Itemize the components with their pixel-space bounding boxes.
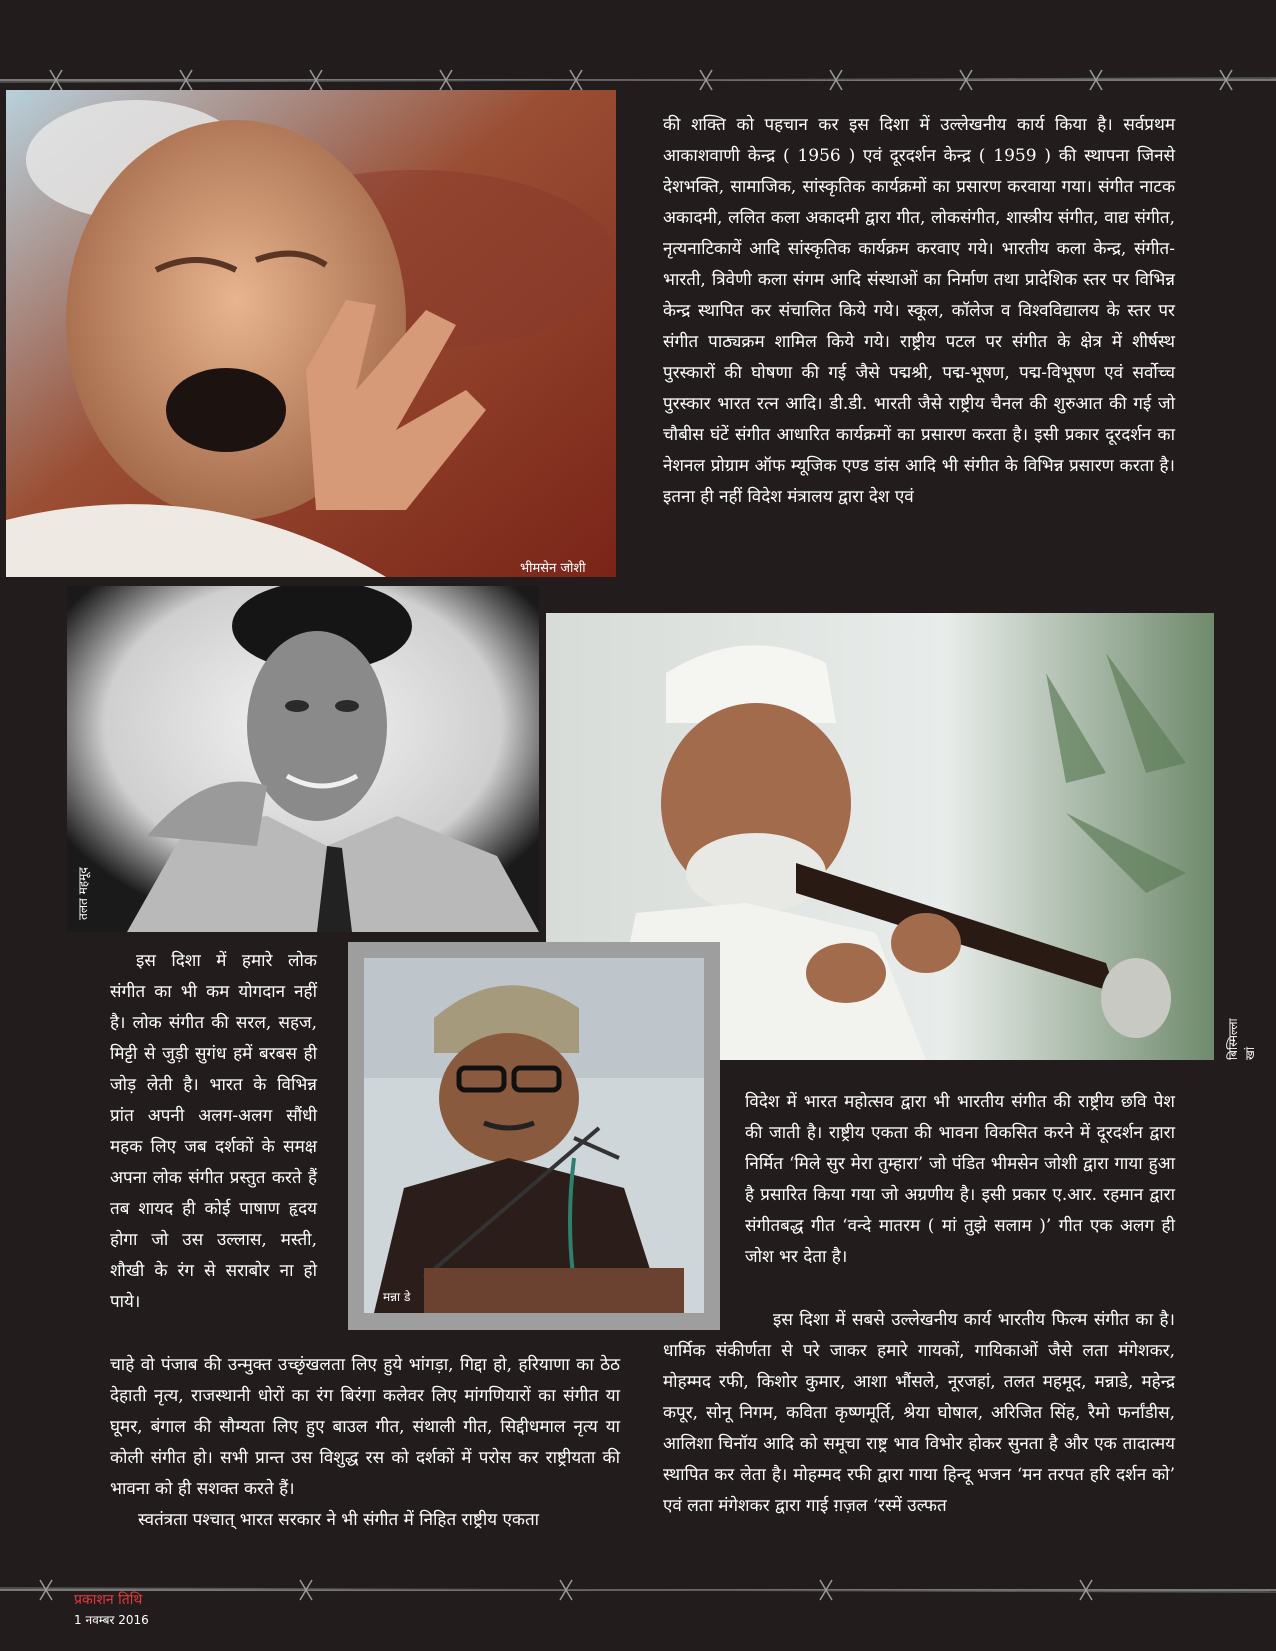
paragraph: विदेश में भारत महोत्सव द्वारा भी भारतीय संगीत की राष्ट्रीय छवि पेश की जाती है। राष्ट्रीय एकता की भावना विकसित करने में दूरदर्शन द्वारा निर्मित ‘मिले सुर मेरा तुम्हारा’ जो पंडित भीमसेन जोशी द्वारा गाया हुआ है प्रसारित किया गया जो अग्रणीय है। इसी प्रकार ए.आर. रहमान द्वारा संगीतबद्ध गीत ‘वन्दे मातरम ( मां तुझे सलाम )’ गीत एक अलग ही जोश भर देता है। bbox=[745, 1092, 1175, 1267]
footer-publication-label: प्रकाशन तिथि bbox=[74, 1592, 143, 1608]
caption-bismillah-khan: बिस्मिल्ला खां bbox=[1226, 1018, 1257, 1060]
footer-publication-date: 1 नवम्बर 2016 bbox=[74, 1613, 149, 1627]
photo-bhimsen-joshi bbox=[6, 90, 616, 577]
article-column-left-wide bbox=[110, 1350, 620, 1536]
article-column-right-bottom-2 bbox=[663, 1305, 1175, 1522]
article-column-right-top bbox=[663, 110, 1175, 513]
photo-manna-dey bbox=[364, 958, 704, 1313]
photo-talat-mahmood bbox=[67, 586, 539, 932]
paragraph: इस दिशा में सबसे उल्लेखनीय कार्य भारतीय फिल्म संगीत का है। धार्मिक संकीर्णता से परे जाकर हमारे गायकों, गायिकाओं जैसे लता मंगेशकर, मोहम्मद रफी, किशोर कुमार, आशा भौंसले, नूरजहां, तलत महमूद, मन्नाडे, महेन्द्र कपूर, सोनू निगम, कविता कृष्णमूर्ति, श्रेया घोषाल, अरिजित सिंह, रैमो फर्नांडीस, आलिशा चिनॉय आदि को समूचा राष्ट्र भाव विभोर होकर सुनता है और एक तादात्मय स्थापित कर लेता है। मोहम्मद रफी द्वारा गाया हिन्दू भजन ‘मन तरपत हरि दर्शन को’ एवं लता मंगेशकर द्वारा गाई ग़ज़ल ‘रस्में उल्फत bbox=[663, 1310, 1175, 1516]
caption-bhimsen-joshi: भीमसेन जोशी bbox=[520, 561, 586, 576]
caption-manna-dey: मन्ना डे bbox=[383, 1290, 411, 1304]
paragraph: की शक्ति को पहचान कर इस दिशा में उल्लेखनीय कार्य किया है। सर्वप्रथम आकाशवाणी केन्द्र ( 1956 ) एवं दूरदर्शन केन्द्र ( 1959 ) की स्थापना जिनसे देशभक्ति, सामाजिक, सांस्कृतिक कार्यक्रमों का प्रसारण करवाया गया। संगीत नाटक अकादमी, ललित कला अकादमी द्वारा गीत, लोकसंगीत, शास्त्रीय संगीत, वाद्य संगीत, नृत्यनाटिकायें आदि सांस्कृतिक कार्यक्रम करवाए गये। भारतीय कला केन्द्र, संगीत-भारती, त्रिवेणी कला संगम आदि संस्थाओं का निर्माण तथा प्रादेशिक स्तर पर विभिन्न केन्द्र स्थापित कर संचालित किये गये। स्कूल, कॉलेज व विश्वविद्यालय के स्तर पर संगीत पाठ्यक्रम शामिल किये गये। राष्ट्रीय पटल पर संगीत के क्षेत्र में शीर्षस्थ पुरस्कारों की घोषणा की गई जैसे पद्मश्री, पद्म-भूषण, पद्म-विभूषण एवं सर्वोच्च पुरस्कार भारत रत्न आदि। डी.डी. भारती जैसे राष्ट्रीय चैनल की शुरुआत की गई जो चौबीस घंटें संगीत आधारित कार्यक्रमों का प्रसारण करता है। इसी प्रकार दूरदर्शन का नेशनल प्रोग्राम ऑफ म्यूजिक एण्ड डांस आदि भी संगीत के विभिन्न प्रसारण करता है। इतना ही नहीं विदेश मंत्रालय द्वारा देश एवं bbox=[663, 115, 1175, 507]
paragraph: स्वतंत्रता पश्चात् भारत सरकार ने भी संगीत में निहित राष्ट्रीय एकता bbox=[138, 1510, 540, 1530]
photo-frame-manna-dey bbox=[348, 942, 720, 1330]
paragraph: चाहे वो पंजाब की उन्मुक्त उच्छृंखलता लिए हुये भांगड़ा, गिद्दा हो, हरियाणा का ठेठ देहाती नृत्य, राजस्थानी धोरों का रंग बिरंगा कलेवर लिए मांगणियारों का संगीत या घूमर, बंगाल की सौम्यता लिए हुए बाउल गीत, संथाली गीत, सिद्दीधमाल नृत्य या कोली संगीत हो। सभी प्रान्त उस विशुद्ध रस को दर्शकों में परोस कर राष्ट्रीयता की भावना को ही सशक्त करते हैं। bbox=[110, 1355, 620, 1499]
paragraph: इस दिशा में हमारे लोक संगीत का भी कम योगदान नहीं है। लोक संगीत की सरल, सहज, मिट्टी से जुड़ी सुगंध हमें बरबस ही जोड़ लेती है। भारत के विभिन्न प्रांत अपनी अलग-अलग सौंधी महक लिए जब दर्शकों के समक्ष अपना लोक संगीत प्रस्तुत करते हैं तब शायद ही कोई पाषाण हृदय होगा जो उस उल्लास, मस्ती, शौखी के रंग से सराबोर ना हो पाये। bbox=[110, 951, 317, 1312]
article-column-right-bottom-1 bbox=[745, 1087, 1175, 1273]
caption-talat-mahmood: तलत महमूद bbox=[76, 867, 90, 920]
article-column-left-narrow bbox=[110, 946, 317, 1318]
barbed-wire-bottom bbox=[0, 1576, 1276, 1604]
